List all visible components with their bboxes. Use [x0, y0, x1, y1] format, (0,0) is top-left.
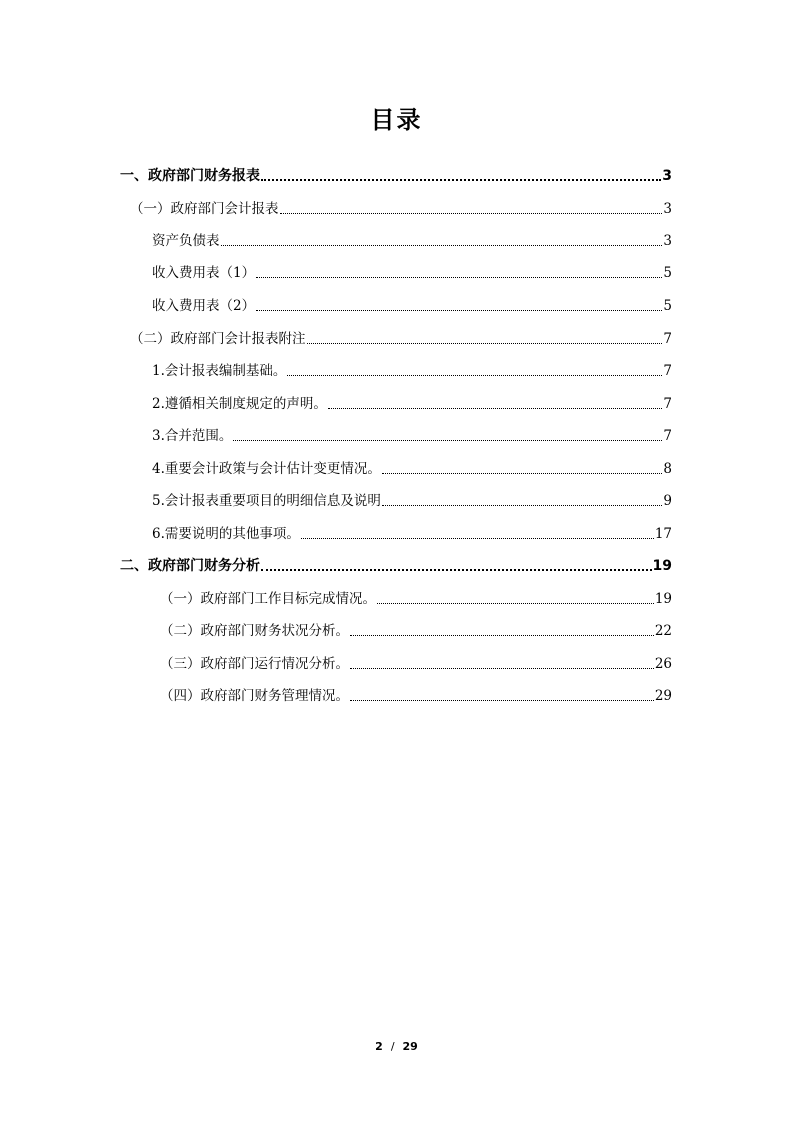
toc-entry-page: 3	[663, 233, 672, 249]
toc-entry-item[interactable]	[152, 293, 672, 315]
toc-entry-subsection[interactable]	[160, 586, 672, 608]
toc-entry-page: 5	[663, 298, 672, 314]
toc-entry-page: 26	[654, 656, 672, 672]
toc-entry-label: 3.合并范围。	[152, 428, 233, 444]
toc-entry-page: 8	[663, 461, 672, 477]
toc-dot-leader	[261, 179, 661, 181]
toc-entry-item[interactable]	[152, 391, 672, 413]
toc-entry-subsection[interactable]	[160, 651, 672, 673]
toc-dot-leader	[301, 538, 654, 539]
toc-entry-page: 3	[662, 168, 672, 184]
toc-entry-page: 7	[663, 363, 672, 379]
toc-entry-label: 资产负债表	[152, 233, 220, 249]
toc-dot-leader	[307, 343, 663, 344]
toc-title: 目录	[370, 106, 423, 134]
toc-entry-page: 19	[654, 591, 672, 607]
page-number-separator: /	[390, 1040, 395, 1053]
toc-dot-leader	[261, 569, 652, 571]
toc-entry-page: 29	[654, 688, 672, 704]
toc-entry-label: 2.遵循相关制度规定的声明。	[152, 396, 327, 412]
toc-entry-page: 22	[654, 623, 672, 639]
toc-entry-page: 7	[663, 331, 672, 347]
toc-entry-label: 二、政府部门财务分析	[120, 558, 260, 574]
toc-entry-subsection[interactable]	[160, 618, 672, 640]
toc-entry-item[interactable]	[152, 521, 672, 543]
toc-entry-label: 6.需要说明的其他事项。	[152, 526, 300, 542]
toc-entry-item[interactable]	[152, 488, 672, 510]
toc-entry-label: （二）政府部门财务状况分析。	[160, 623, 349, 639]
toc-entry-item[interactable]	[152, 456, 672, 478]
toc-entry-page: 5	[663, 265, 672, 281]
toc-entry-label: 4.重要会计政策与会计估计变更情况。	[152, 461, 381, 477]
toc-entry-page: 3	[663, 201, 672, 217]
toc-entry-item[interactable]	[152, 260, 672, 282]
toc-entry-label: （三）政府部门运行情况分析。	[160, 656, 349, 672]
toc-entry-label: 1.会计报表编制基础。	[152, 363, 287, 379]
toc-dot-leader	[382, 505, 663, 506]
toc-entry-page: 19	[652, 558, 672, 574]
total-page-count: 29	[402, 1040, 418, 1053]
toc-entry-label: 5.会计报表重要项目的明细信息及说明	[152, 493, 381, 509]
toc-entry-label: （二）政府部门会计报表附注	[130, 331, 306, 347]
toc-entry-item[interactable]	[152, 358, 672, 380]
toc-entry-label: 收入费用表（2）	[152, 298, 256, 314]
toc-entry-item[interactable]	[152, 228, 672, 250]
page-number-footer	[0, 1039, 793, 1055]
toc-dot-leader	[377, 603, 654, 604]
toc-dot-leader	[350, 700, 654, 701]
toc-dot-leader	[287, 375, 662, 376]
toc-dot-leader	[280, 213, 663, 214]
toc-dot-leader	[382, 473, 663, 474]
toc-entry-label: 收入费用表（1）	[152, 265, 256, 281]
toc-entry-item[interactable]	[152, 423, 672, 445]
toc-entry-page: 7	[663, 428, 672, 444]
toc-entry-subsection[interactable]	[130, 326, 672, 348]
toc-entry-section-1[interactable]	[120, 163, 672, 185]
toc-entry-page: 17	[654, 526, 672, 542]
toc-entry-section-2[interactable]	[120, 553, 672, 575]
toc-dot-leader	[350, 635, 654, 636]
toc-dot-leader	[256, 277, 662, 278]
toc-entry-label: 一、政府部门财务报表	[120, 168, 260, 184]
toc-entry-subsection[interactable]	[160, 683, 672, 705]
toc-entry-page: 9	[663, 493, 672, 509]
toc-dot-leader	[328, 408, 663, 409]
toc-entry-label: （一）政府部门工作目标完成情况。	[160, 591, 376, 607]
toc-entry-label: （一）政府部门会计报表	[130, 201, 279, 217]
toc-dot-leader	[221, 245, 663, 246]
toc-dot-leader	[256, 310, 662, 311]
toc-entry-label: （四）政府部门财务管理情况。	[160, 688, 349, 704]
current-page-number: 2	[375, 1040, 383, 1053]
toc-entry-page: 7	[663, 396, 672, 412]
toc-dot-leader	[233, 440, 662, 441]
toc-entry-subsection[interactable]	[130, 196, 672, 218]
toc-dot-leader	[350, 668, 654, 669]
